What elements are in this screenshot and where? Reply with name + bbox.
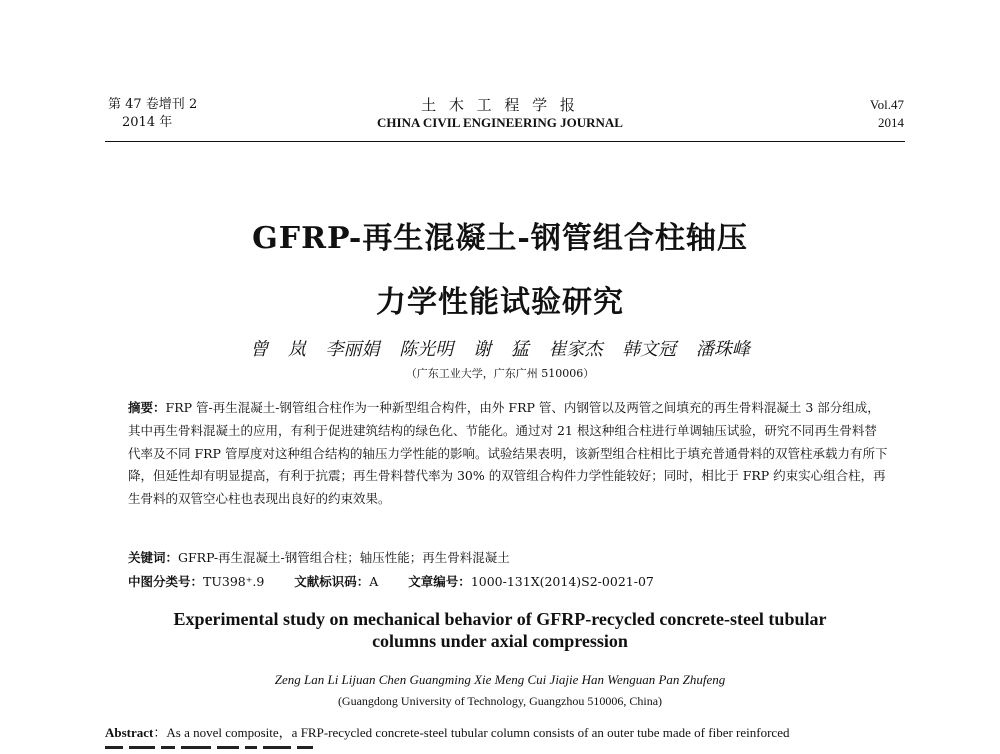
header-volume-issue [108, 96, 197, 132]
affiliation-en: (Guangdong University of Technology, Guangzhou 510006, China) [337, 694, 663, 708]
authors-zh: 曾 岚 李丽娟 陈光明 谢 猛 崔家杰 韩文冠 潘珠峰 [250, 339, 750, 360]
title-en [0, 608, 1000, 652]
clc-value: TU398⁺.9 [203, 574, 265, 589]
journal-name [300, 96, 700, 132]
abstract-zh-label: 摘要： [128, 400, 166, 415]
keywords [128, 548, 888, 566]
title-zh-line1: GFRP-再生混凝土-钢管组合柱轴压 [252, 221, 748, 256]
article-number-label: 文章编号： [408, 574, 471, 589]
header-vol-number: Vol.47 [869, 97, 904, 112]
article-number-value: 1000-131X(2014)S2-0021-07 [470, 574, 654, 589]
header-vol-year: 2014 [878, 115, 904, 130]
journal-name-zh: 土 木 工 程 学 报 [421, 96, 579, 114]
journal-name-en: CHINA CIVIL ENGINEERING JOURNAL [377, 115, 623, 130]
abstract-en-label: Abstract [105, 725, 154, 740]
abstract-en [105, 722, 905, 743]
keywords-text: GFRP-再生混凝土-钢管组合柱；轴压性能；再生骨料混凝土 [178, 550, 510, 565]
cutoff-text-line [105, 746, 405, 754]
abstract-en-text: ：As a novel composite，a FRP-recycled concrete-steel tubular column consists of an outer tube made of fiber reinforced [153, 725, 790, 740]
title-zh-line2: 力学性能试验研究 [376, 285, 624, 320]
title-en-line2: columns under axial compression [372, 631, 628, 651]
header-year: 2014 年 [122, 115, 173, 130]
classification-line [128, 572, 888, 590]
abstract-zh-text: FRP 管-再生混凝土-钢管组合柱作为一种新型组合构件，由外 FRP 管、内钢管以及两管之间填充的再生骨料混凝土 3 部分组成，其中再生骨料混凝土的应用，有利于促进建筑结构的绿色化、节能化。通过对 21 根这种组合柱进行单调轴压试验，研究不同再生骨料替代率及不同 FRP 管厚度对这种组合结构的轴压力学性能的影响。试验结果表明，该新型组合柱相比于填充普通骨料的双管柱承载力有所下降，但延性却有明显提高，有利于抗震；再生骨料替代率为 30% 的双管组合构件力学性能较好；同时，相比于 FRP 约束实心组合柱，再生骨料的双管空心柱也表现出良好的约束效果。 [128, 400, 888, 507]
authors-en: Zeng Lan Li Lijuan Chen Guangming Xie Meng Cui Jiajie Han Wenguan Pan Zhufeng [274, 672, 726, 687]
header-rule [105, 141, 905, 142]
header-volume: 第 47 卷增刊 2 [108, 97, 198, 112]
doc-code-value: A [369, 574, 379, 589]
doc-code-label: 文献标识码： [294, 574, 370, 589]
abstract-zh [128, 397, 888, 511]
title-en-line1: Experimental study on mechanical behavior of GFRP-recycled concrete-steel tubular [173, 609, 827, 629]
keywords-label: 关键词： [128, 550, 179, 565]
affiliation-zh: （广东工业大学，广东广州 510006） [405, 367, 595, 380]
header-vol-en [870, 96, 904, 132]
clc-label: 中图分类号： [128, 574, 204, 589]
